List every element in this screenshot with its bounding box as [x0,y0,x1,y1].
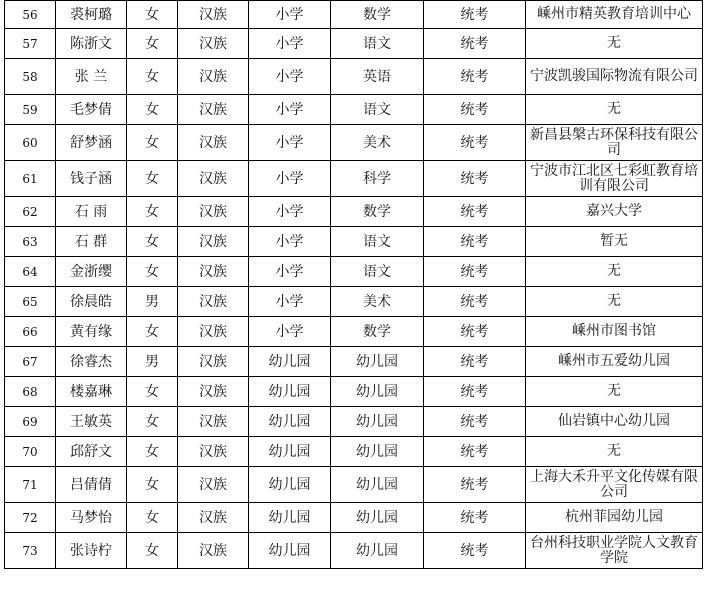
cell-level: 幼儿园 [249,407,331,437]
cell-exam-type: 统考 [424,227,526,257]
cell-level: 幼儿园 [249,347,331,377]
table-row [5,347,703,377]
table-row [5,125,703,161]
cell-workplace: 台州科技职业学院人文教育学院 [526,533,703,569]
table-row [5,227,703,257]
cell-number: 69 [5,407,56,437]
cell-exam-type: 统考 [424,347,526,377]
cell-gender: 女 [127,1,178,29]
table-row [5,437,703,467]
cell-name: 石 雨 [56,197,127,227]
cell-level: 小学 [249,1,331,29]
cell-number: 56 [5,1,56,29]
cell-name: 邱舒文 [56,437,127,467]
cell-name: 徐晨皓 [56,287,127,317]
cell-ethnicity: 汉族 [178,503,249,533]
cell-name: 楼嘉琳 [56,377,127,407]
cell-workplace: 新昌县槃古环保科技有限公司 [526,125,703,161]
cell-number: 60 [5,125,56,161]
cell-name: 毛梦倩 [56,95,127,125]
cell-workplace: 嘉兴大学 [526,197,703,227]
cell-workplace: 宁波市江北区七彩虹教育培训有限公司 [526,161,703,197]
cell-level: 小学 [249,257,331,287]
cell-subject: 英语 [331,59,424,95]
cell-number: 73 [5,533,56,569]
table-row [5,467,703,503]
cell-gender: 女 [127,437,178,467]
cell-subject: 幼儿园 [331,437,424,467]
cell-level: 小学 [249,197,331,227]
cell-ethnicity: 汉族 [178,257,249,287]
cell-ethnicity: 汉族 [178,347,249,377]
table-row [5,59,703,95]
cell-number: 70 [5,437,56,467]
table-row [5,257,703,287]
table-row [5,407,703,437]
cell-workplace: 上海大禾升平文化传媒有限公司 [526,467,703,503]
cell-gender: 女 [127,257,178,287]
table-row [5,1,703,29]
cell-workplace: 无 [526,437,703,467]
cell-level: 小学 [249,29,331,59]
cell-exam-type: 统考 [424,317,526,347]
table-row [5,29,703,59]
cell-level: 小学 [249,161,331,197]
cell-workplace: 暂无 [526,227,703,257]
cell-ethnicity: 汉族 [178,29,249,59]
cell-subject: 语文 [331,257,424,287]
cell-exam-type: 统考 [424,29,526,59]
cell-level: 幼儿园 [249,503,331,533]
cell-level: 小学 [249,59,331,95]
cell-workplace: 无 [526,95,703,125]
cell-workplace: 无 [526,257,703,287]
cell-subject: 数学 [331,197,424,227]
cell-exam-type: 统考 [424,257,526,287]
cell-gender: 女 [127,533,178,569]
cell-exam-type: 统考 [424,503,526,533]
table-row [5,377,703,407]
cell-ethnicity: 汉族 [178,197,249,227]
cell-name: 王敏英 [56,407,127,437]
cell-subject: 数学 [331,317,424,347]
cell-exam-type: 统考 [424,287,526,317]
cell-number: 62 [5,197,56,227]
cell-gender: 女 [127,59,178,95]
cell-number: 72 [5,503,56,533]
cell-gender: 女 [127,317,178,347]
cell-number: 61 [5,161,56,197]
cell-number: 64 [5,257,56,287]
cell-gender: 女 [127,407,178,437]
cell-subject: 美术 [331,125,424,161]
cell-workplace: 嵊州市图书馆 [526,317,703,347]
cell-ethnicity: 汉族 [178,161,249,197]
cell-subject: 语文 [331,29,424,59]
cell-exam-type: 统考 [424,95,526,125]
cell-subject: 科学 [331,161,424,197]
cell-gender: 女 [127,377,178,407]
cell-ethnicity: 汉族 [178,533,249,569]
cell-workplace: 无 [526,377,703,407]
cell-ethnicity: 汉族 [178,437,249,467]
table-row [5,95,703,125]
cell-exam-type: 统考 [424,59,526,95]
cell-name: 张诗柠 [56,533,127,569]
cell-ethnicity: 汉族 [178,59,249,95]
cell-number: 59 [5,95,56,125]
cell-number: 65 [5,287,56,317]
cell-workplace: 无 [526,29,703,59]
cell-workplace: 无 [526,287,703,317]
cell-level: 小学 [249,287,331,317]
cell-number: 63 [5,227,56,257]
table-row [5,287,703,317]
cell-name: 黄有缘 [56,317,127,347]
cell-number: 58 [5,59,56,95]
cell-gender: 女 [127,29,178,59]
cell-subject: 幼儿园 [331,533,424,569]
cell-workplace: 杭州菲园幼儿园 [526,503,703,533]
cell-level: 幼儿园 [249,533,331,569]
cell-exam-type: 统考 [424,377,526,407]
table-body [5,1,703,569]
cell-gender: 女 [127,467,178,503]
cell-name: 裘柯璐 [56,1,127,29]
table-row [5,503,703,533]
cell-level: 幼儿园 [249,467,331,503]
cell-gender: 女 [127,161,178,197]
cell-exam-type: 统考 [424,125,526,161]
cell-exam-type: 统考 [424,437,526,467]
cell-gender: 男 [127,287,178,317]
cell-subject: 幼儿园 [331,467,424,503]
cell-workplace: 仙岩镇中心幼儿园 [526,407,703,437]
cell-exam-type: 统考 [424,407,526,437]
cell-ethnicity: 汉族 [178,407,249,437]
cell-gender: 女 [127,197,178,227]
cell-name: 陈浙文 [56,29,127,59]
cell-level: 幼儿园 [249,437,331,467]
cell-subject: 幼儿园 [331,347,424,377]
cell-ethnicity: 汉族 [178,125,249,161]
cell-ethnicity: 汉族 [178,95,249,125]
cell-exam-type: 统考 [424,1,526,29]
cell-number: 66 [5,317,56,347]
cell-ethnicity: 汉族 [178,317,249,347]
table-row [5,197,703,227]
cell-subject: 数学 [331,1,424,29]
cell-level: 小学 [249,227,331,257]
cell-exam-type: 统考 [424,533,526,569]
cell-name: 石 群 [56,227,127,257]
cell-gender: 男 [127,347,178,377]
cell-level: 小学 [249,95,331,125]
cell-exam-type: 统考 [424,197,526,227]
cell-number: 67 [5,347,56,377]
cell-name: 徐睿杰 [56,347,127,377]
cell-level: 幼儿园 [249,377,331,407]
cell-ethnicity: 汉族 [178,467,249,503]
cell-name: 金浙缨 [56,257,127,287]
cell-ethnicity: 汉族 [178,227,249,257]
cell-level: 小学 [249,317,331,347]
cell-name: 马梦怡 [56,503,127,533]
cell-number: 68 [5,377,56,407]
cell-exam-type: 统考 [424,161,526,197]
cell-subject: 幼儿园 [331,377,424,407]
cell-workplace: 嵊州市精英教育培训中心 [526,1,703,29]
table-row [5,161,703,197]
cell-ethnicity: 汉族 [178,377,249,407]
cell-exam-type: 统考 [424,467,526,503]
cell-subject: 幼儿园 [331,503,424,533]
table-row [5,533,703,569]
table-row [5,317,703,347]
cell-ethnicity: 汉族 [178,1,249,29]
cell-subject: 幼儿园 [331,407,424,437]
candidate-table [4,0,703,569]
cell-ethnicity: 汉族 [178,287,249,317]
cell-gender: 女 [127,95,178,125]
cell-workplace: 宁波凯骏国际物流有限公司 [526,59,703,95]
cell-workplace: 嵊州市五爱幼儿园 [526,347,703,377]
cell-subject: 语文 [331,227,424,257]
cell-name: 张 兰 [56,59,127,95]
cell-name: 吕倩倩 [56,467,127,503]
cell-gender: 女 [127,503,178,533]
cell-level: 小学 [249,125,331,161]
cell-gender: 女 [127,227,178,257]
cell-subject: 语文 [331,95,424,125]
cell-name: 钱子涵 [56,161,127,197]
cell-gender: 女 [127,125,178,161]
cell-subject: 美术 [331,287,424,317]
cell-number: 71 [5,467,56,503]
cell-number: 57 [5,29,56,59]
cell-name: 舒梦涵 [56,125,127,161]
